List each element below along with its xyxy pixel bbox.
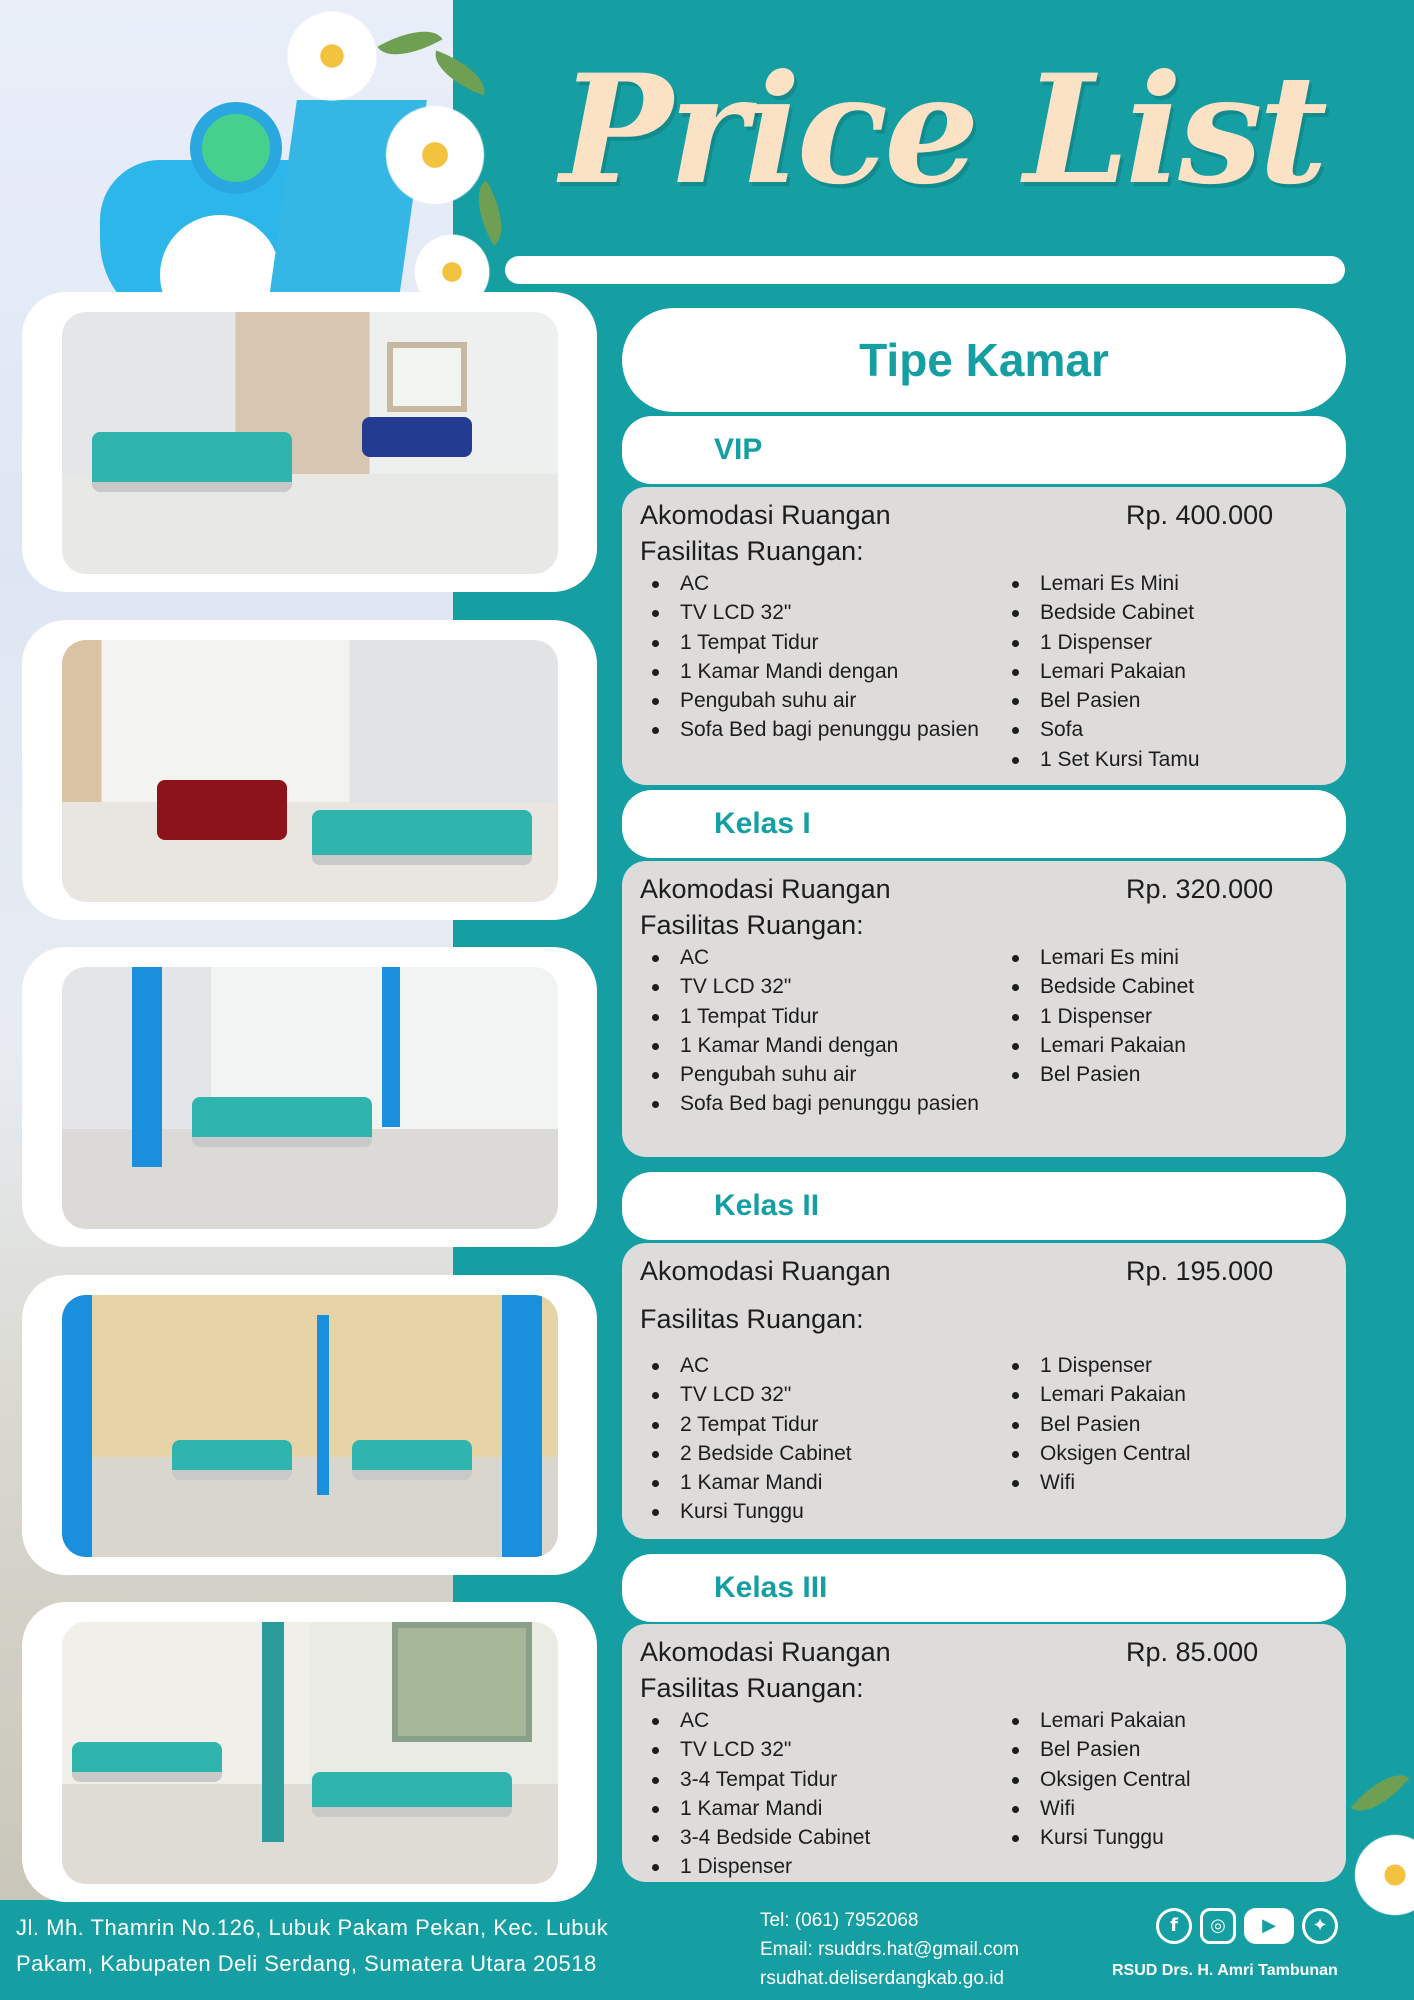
facility-item: TV LCD 32"	[640, 972, 1000, 1001]
facility-list-right	[1000, 1351, 1191, 1527]
photo-image	[62, 312, 558, 574]
leaf-decoration	[1351, 1762, 1409, 1825]
facility-item: AC	[640, 1706, 1000, 1735]
price-kelas-1: Rp. 320.000	[1126, 874, 1274, 904]
price-vip: Rp. 400.000	[1126, 500, 1274, 530]
facility-list-right	[1000, 569, 1200, 774]
facility-list-right	[1000, 943, 1194, 1119]
title-underline-bar	[505, 256, 1345, 284]
class-card-kelas-1	[622, 861, 1346, 1157]
facility-item: Wifi	[1000, 1794, 1191, 1823]
facility-item: Bedside Cabinet	[1000, 598, 1200, 627]
facility-list-left	[640, 1706, 1000, 1882]
facility-item: Pengubah suhu air	[640, 686, 1000, 715]
class-card-kelas-3	[622, 1624, 1346, 1882]
facility-item: Bel Pasien	[1000, 1060, 1194, 1089]
facility-item: 3-4 Tempat Tidur	[640, 1765, 1000, 1794]
website-link[interactable]: rsudhat.deliserdangkab.go.id	[760, 1968, 1005, 1989]
price-kelas-3: Rp. 85.000	[1126, 1637, 1259, 1667]
facility-item: 1 Set Kursi Tamu	[1000, 745, 1200, 774]
facility-item: 1 Dispenser	[1000, 1002, 1194, 1031]
class-heading-kelas-3: Kelas III	[622, 1554, 1346, 1622]
room-photo-kelas-1-alt	[22, 947, 597, 1247]
facility-item: Sofa	[1000, 715, 1200, 744]
facility-item: Pengubah suhu air	[640, 1060, 1000, 1089]
facility-item: Wifi	[1000, 1468, 1191, 1497]
facility-item: 3-4 Bedside Cabinet	[640, 1823, 1000, 1852]
footer-address	[16, 1910, 736, 1982]
fasilitas-label: Fasilitas Ruangan:	[640, 536, 864, 566]
akomodasi-label: Akomodasi Ruangan	[640, 1256, 891, 1286]
room-photo-kelas-2	[22, 1275, 597, 1575]
facility-item: Bedside Cabinet	[1000, 972, 1194, 1001]
youtube-icon[interactable]: ▶	[1244, 1908, 1294, 1944]
page-title: Price List	[560, 42, 1324, 218]
facility-item: AC	[640, 1351, 1000, 1380]
facility-item: Lemari Pakaian	[1000, 657, 1200, 686]
photo-image	[62, 1622, 558, 1884]
photo-image	[62, 1295, 558, 1557]
photo-image	[62, 640, 558, 902]
facility-item: Oksigen Central	[1000, 1439, 1191, 1468]
facility-item: 1 Kamar Mandi dengan	[640, 1031, 1000, 1060]
social-links	[1156, 1908, 1338, 1944]
facility-item: 2 Bedside Cabinet	[640, 1439, 1000, 1468]
facility-item: AC	[640, 569, 1000, 598]
address-line: Pakam, Kabupaten Deli Serdang, Sumatera Utara 20518	[16, 1951, 597, 1976]
facility-list-right	[1000, 1706, 1191, 1882]
flower-decoration	[380, 100, 490, 210]
facility-item: Kursi Tunggu	[1000, 1823, 1191, 1852]
facility-item: Lemari Pakaian	[1000, 1380, 1191, 1409]
room-type-header: Tipe Kamar	[622, 308, 1346, 412]
facility-item: 2 Tempat Tidur	[640, 1410, 1000, 1439]
room-photo-kelas-1	[22, 620, 597, 920]
instagram-icon[interactable]: ◎	[1200, 1908, 1236, 1944]
facility-item: 1 Dispenser	[1000, 1351, 1191, 1380]
class-heading-kelas-1: Kelas I	[622, 790, 1346, 858]
facility-item: Oksigen Central	[1000, 1765, 1191, 1794]
class-heading-vip: VIP	[622, 416, 1346, 484]
fasilitas-label: Fasilitas Ruangan:	[640, 1304, 864, 1334]
flower-decoration	[282, 6, 382, 106]
facility-item: 1 Kamar Mandi	[640, 1794, 1000, 1823]
facility-item: Lemari Pakaian	[1000, 1031, 1194, 1060]
facility-item: Bel Pasien	[1000, 1410, 1191, 1439]
akomodasi-label: Akomodasi Ruangan	[640, 500, 891, 530]
facility-list-left	[640, 943, 1000, 1119]
facility-item: TV LCD 32"	[640, 1380, 1000, 1409]
facility-item: AC	[640, 943, 1000, 972]
facebook-icon[interactable]: f	[1156, 1908, 1192, 1944]
facility-item: 1 Kamar Mandi	[640, 1468, 1000, 1497]
facility-item: Sofa Bed bagi penunggu pasien	[640, 715, 1000, 744]
email-text: Email: rsuddrs.hat@gmail.com	[760, 1939, 1019, 1960]
facility-item: Kursi Tunggu	[640, 1497, 1000, 1526]
facility-list-left	[640, 1351, 1000, 1527]
room-photo-vip	[22, 292, 597, 592]
facility-item: 1 Kamar Mandi dengan	[640, 657, 1000, 686]
photo-image	[62, 967, 558, 1229]
address-line: Jl. Mh. Thamrin No.126, Lubuk Pakam Pekan, Kec. Lubuk	[16, 1915, 609, 1940]
facility-item: 1 Tempat Tidur	[640, 628, 1000, 657]
akomodasi-label: Akomodasi Ruangan	[640, 874, 891, 904]
facility-item: Lemari Pakaian	[1000, 1706, 1191, 1735]
facility-item: Lemari Es mini	[1000, 943, 1194, 972]
facility-item: Sofa Bed bagi penunggu pasien	[640, 1089, 1000, 1118]
facility-item: 1 Dispenser	[1000, 628, 1200, 657]
class-card-kelas-2	[622, 1243, 1346, 1539]
facility-item: 1 Dispenser	[640, 1852, 1000, 1881]
facility-item: Bel Pasien	[1000, 1735, 1191, 1764]
akomodasi-label: Akomodasi Ruangan	[640, 1637, 891, 1667]
footer-contact	[760, 1906, 1090, 1993]
class-card-vip	[622, 487, 1346, 785]
class-heading-kelas-2: Kelas II	[622, 1172, 1346, 1240]
facility-list-left	[640, 569, 1000, 774]
facility-item: TV LCD 32"	[640, 1735, 1000, 1764]
organization-name: RSUD Drs. H. Amri Tambunan	[1112, 1962, 1338, 1979]
room-photo-kelas-3	[22, 1602, 597, 1902]
facility-item: Lemari Es Mini	[1000, 569, 1200, 598]
facility-item: TV LCD 32"	[640, 598, 1000, 627]
facility-item: Bel Pasien	[1000, 686, 1200, 715]
price-kelas-2: Rp. 195.000	[1126, 1256, 1274, 1286]
twitter-icon[interactable]: ✦	[1302, 1908, 1338, 1944]
facility-item: 1 Tempat Tidur	[640, 1002, 1000, 1031]
fasilitas-label: Fasilitas Ruangan:	[640, 910, 864, 940]
logo-green-dot	[190, 102, 282, 194]
fasilitas-label: Fasilitas Ruangan:	[640, 1673, 864, 1703]
phone-text: Tel: (061) 7952068	[760, 1910, 919, 1931]
flower-decoration	[1350, 1830, 1414, 1920]
